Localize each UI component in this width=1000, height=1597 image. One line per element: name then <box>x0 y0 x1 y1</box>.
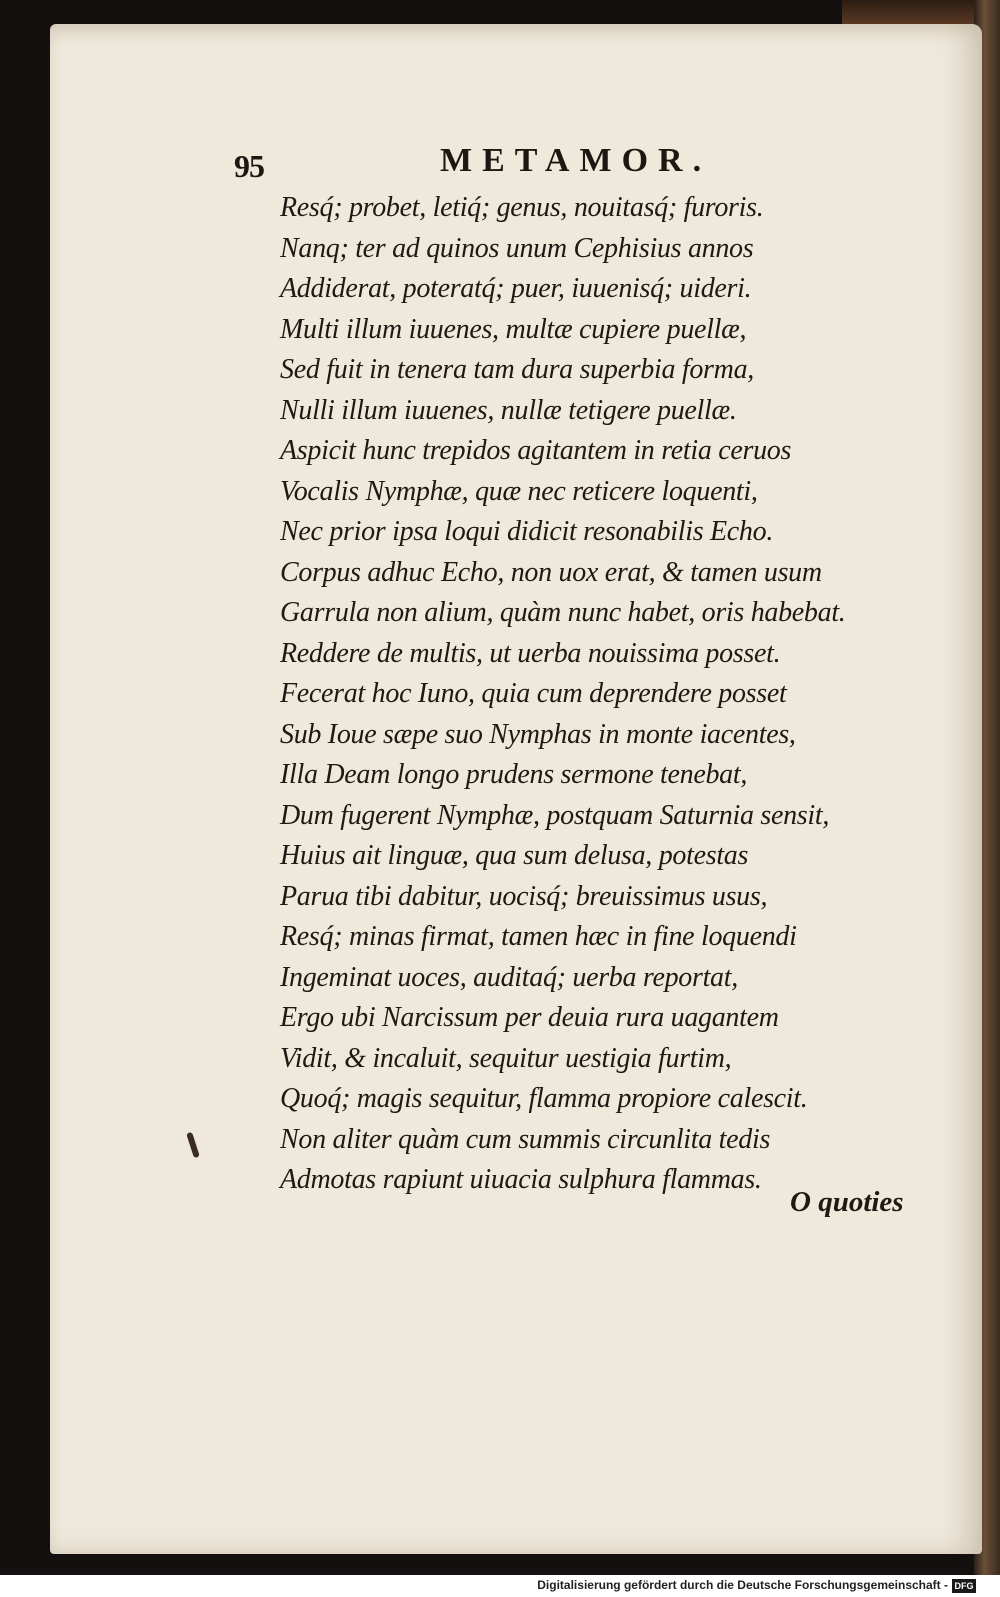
verse-line: Dum fugerent Nymphæ, postquam Saturnia sensit, <box>280 799 830 831</box>
verse-line: Resq́; minas firmat, tamen hæc in fine loquendi <box>280 921 797 952</box>
verse-line: Nanq; ter ad quinos unum Cephisius annos <box>280 232 754 264</box>
verse-line: Resq́; probet, letiq́; genus, nouitasq́; furoris. <box>280 192 764 223</box>
verse-line: Fecerat hoc Iuno, quia cum deprendere posset <box>280 678 787 709</box>
verse-line: Garrula non alium, quàm nunc habet, oris habebat. <box>280 597 846 628</box>
verse-line: Multi illum iuuenes, multæ cupiere puellæ, <box>280 313 747 345</box>
verse-line: Sed fuit in tenera tam dura superbia forma, <box>280 354 754 385</box>
footer-credit: Digitalisierung gefördert durch die Deutsche Forschungsgemeinschaft - <box>537 1578 948 1592</box>
book-top-edge <box>842 0 982 26</box>
verse-line: Non aliter quàm cum summis circunlita tedis <box>280 1123 771 1155</box>
verse-line: Quoq́; magis sequitur, flamma propiore calescit. <box>280 1083 808 1114</box>
catchword: O quoties <box>790 1186 904 1218</box>
verse-line: Huius ait linguæ, qua sum delusa, potestas <box>280 840 749 871</box>
verse-line: Vidit, & incaluit, sequitur uestigia furtim, <box>280 1042 732 1074</box>
page-number: 95 <box>234 148 264 184</box>
verse-block <box>280 188 900 1201</box>
verse-line: Aspicit hunc trepidos agitantem in retia ceruos <box>280 435 792 466</box>
verse-line: Admotas rapiunt uiuacia sulphura flammas. <box>280 1164 762 1195</box>
verse-line: Nulli illum iuuenes, nullæ tetigere puellæ. <box>280 394 737 426</box>
verse-line: Illa Deam longo prudens sermone tenebat, <box>280 759 748 790</box>
verse-line: Addiderat, poteratq́; puer, iuuenisq́; uideri. <box>280 273 752 304</box>
verse-line: Ergo ubi Narcissum per deuia rura uagantem <box>280 1002 779 1033</box>
dfg-logo-icon: DFG <box>952 1579 976 1593</box>
verse-line: Vocalis Nymphæ, quæ nec reticere loquenti, <box>280 475 758 507</box>
running-head: METAMOR. <box>440 142 712 179</box>
verse-line: Nec prior ipsa loqui didicit resonabilis Echo. <box>280 516 774 547</box>
footer-bar <box>0 1575 1000 1597</box>
verse-line: Reddere de multis, ut uerba nouissima posset. <box>280 637 781 669</box>
verse-line: Corpus adhuc Echo, non uox erat, & tamen usum <box>280 556 822 588</box>
verse-line: Sub Ioue sæpe suo Nymphas in monte iacentes, <box>280 718 796 750</box>
verse-line: Parua tibi dabitur, uocisq́; breuissimus usus, <box>280 880 768 912</box>
verse-line: Ingeminat uoces, auditaq́; uerba reportat, <box>280 961 738 993</box>
